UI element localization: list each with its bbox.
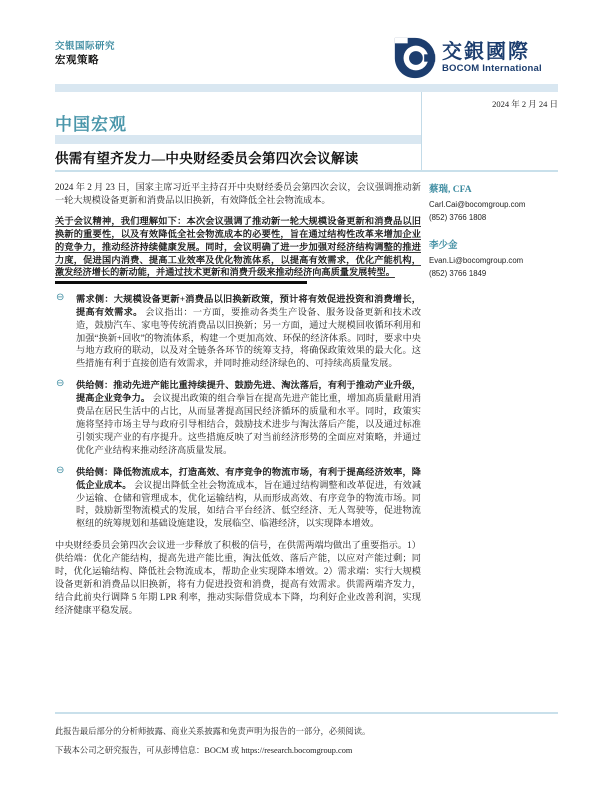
analyst-email-link[interactable]: Carl.Cai@bocomgroup.com: [429, 200, 526, 209]
circled-minus-bullet-icon: ⊖: [56, 464, 65, 476]
bullet-text: 会议提出降低全社会物流成本，旨在通过结构调整和改革促进，有效减少运输、仓储和管理成本，优化运输结构，从而形成高效、有序竞争的物流市场。同时，鼓励新型物流模式的发展，如结合平台经济、低空经济、无人驾驶等，促进物流枢纽的统筹规划和基础设施建设，发展临空、临港经济，以实现降本增效。: [76, 479, 422, 529]
summary-paragraph: [55, 215, 421, 280]
bullet-demand-side: [55, 293, 421, 370]
research-site-link[interactable]: https://research.bocomgroup.com: [241, 746, 353, 755]
brand-name-english: BOCOM International: [442, 63, 542, 75]
footer: [55, 722, 558, 760]
report-title: 供需有望齐发力—中央财经委员会第四次会议解读: [55, 151, 359, 166]
title-underline-rule: [55, 170, 558, 172]
footer-divider-rule: [55, 712, 558, 714]
bullet-text: 会议指出：一方面，要推动各类生产设备、服务设备更新和技术改造，鼓励汽车、家电等传统消费品以旧换新；另一方面，通过大规模回收循环利用和加强“换新+回收”的物流体系，构建一个更加高效、环保的经济体系。同时，要求中央与地方政府的联动，以及对全链条各环节的统筹支持，将确保政策效果的最大化。这些措施有利于直接创造有效需求，并同时推动经济绿色的、可持续高质量发展。: [76, 306, 422, 369]
section-title: 中国宏观: [55, 115, 127, 134]
section-divider-bar: [55, 135, 421, 144]
research-house-label: 交银国际研究: [55, 42, 116, 52]
analyst-name: 蔡瑞, CFA: [429, 185, 472, 195]
header-divider-bar: [55, 84, 558, 92]
summary-text: 关于会议精神，我们理解如下：本次会议强调了推动新一轮大规模设备更新和消费品以旧换新的重要性，以及有效降低全社会物流成本的必要性，旨在通过结构性改革来增加企业的竞争力，推动经济持续健康发展。同时，会议明确了进一步加强对经济结构调整的推进力度，促进国内消费、提高工业效率及优化物流体系，以提高有效需求，优化产能机构，激发经济增长的新动能，并通过技术更新和消费升级来推动经济向高质量发展转型。: [55, 215, 421, 278]
intro-paragraph: 2024 年 2 月 23 日，国家主席习近平主持召开中央财经委员会第四次会议，会议强调推动新一轮大规模设备更新和消费品以旧换新，有效降低全社会物流成本。: [55, 182, 421, 205]
analyst-card: [429, 237, 559, 280]
bullet-lead: 需求侧：大规模设备更新+消费品以旧换新政策，预计将有效促进投资和消费增长，提高有效需求。: [76, 293, 421, 317]
analyst-card: [429, 181, 559, 224]
bullet-lead: 供给侧：降低物流成本，打造高效、有序竞争的物流市场，有利于提高经济效率，降低企业成本。: [76, 466, 421, 490]
circled-minus-bullet-icon: ⊖: [56, 378, 65, 390]
analysts-column: [429, 181, 559, 293]
brand-name-chinese: 交銀國際: [442, 41, 530, 64]
footer-download-text: 下载本公司之研究报告，可从彭博信息：BOCM 或: [55, 746, 242, 755]
analyst-email-link[interactable]: Evan.Li@bocomgroup.com: [429, 256, 524, 265]
bocom-logo-icon: [393, 36, 437, 80]
analyst-phone: (852) 3766 1808: [429, 213, 487, 222]
bullet-supply-side-logistics: [55, 466, 421, 531]
bocom-logo: [393, 34, 559, 82]
analyst-phone: (852) 3766 1849: [429, 269, 487, 278]
analyst-name: 李少金: [429, 241, 458, 251]
footer-download-line: [55, 741, 558, 760]
circled-minus-bullet-icon: ⊖: [56, 291, 65, 303]
bullet-lead: 供给侧：推动先进产能比重持续提升、鼓励先进、淘汰落后，有利于推动产业升级，提高企业竞争力。: [76, 380, 421, 404]
footer-disclosure-note: 此报告最后部分的分析师披露、商业关系披露和免责声明为报告的一部分，必须阅读。: [55, 727, 371, 736]
summary-heavy-underline: [55, 281, 307, 284]
report-category: 宏观策略: [55, 55, 99, 66]
bullet-text: 会议提出政策的组合拳旨在提高先进产能比重，增加高质量耐用消费品在居民生活中的占比，从而显著提高国民经济循环的质量和水平。同时，政策实施将坚持市场主导与政府引导相结合，鼓励技术进步与淘汰落后产能，以及通过标准引领实现产业的有序提升。这些措施反映了对当前经济形势的全面应对策略，并通过优化产业结构来推动经济高质量发展。: [76, 393, 422, 455]
closing-paragraph: 中央财经委员会第四次会议进一步释放了积极的信号，在供需两端均做出了重要指示。1）供给端：优化产能结构，提高先进产能比重，淘汰低效、落后产能，以应对产能过剩；同时，优化运输结构、降低社会物流成本，帮助企业实现降本增效。2）需求端：实行大规模设备更新和消费品以旧换新，将有力促进投资和消费，提高有效需求。供需两端齐发力，结合此前央行调降 5 年期 LPR 利率，推动实际借贷成本下降，均利好企业改善利润，实现经济健康平稳发展。: [55, 540, 421, 615]
bullet-supply-side-capacity: [55, 379, 421, 456]
report-body: [55, 181, 421, 625]
report-date: 2024 年 2 月 24 日: [492, 99, 558, 109]
